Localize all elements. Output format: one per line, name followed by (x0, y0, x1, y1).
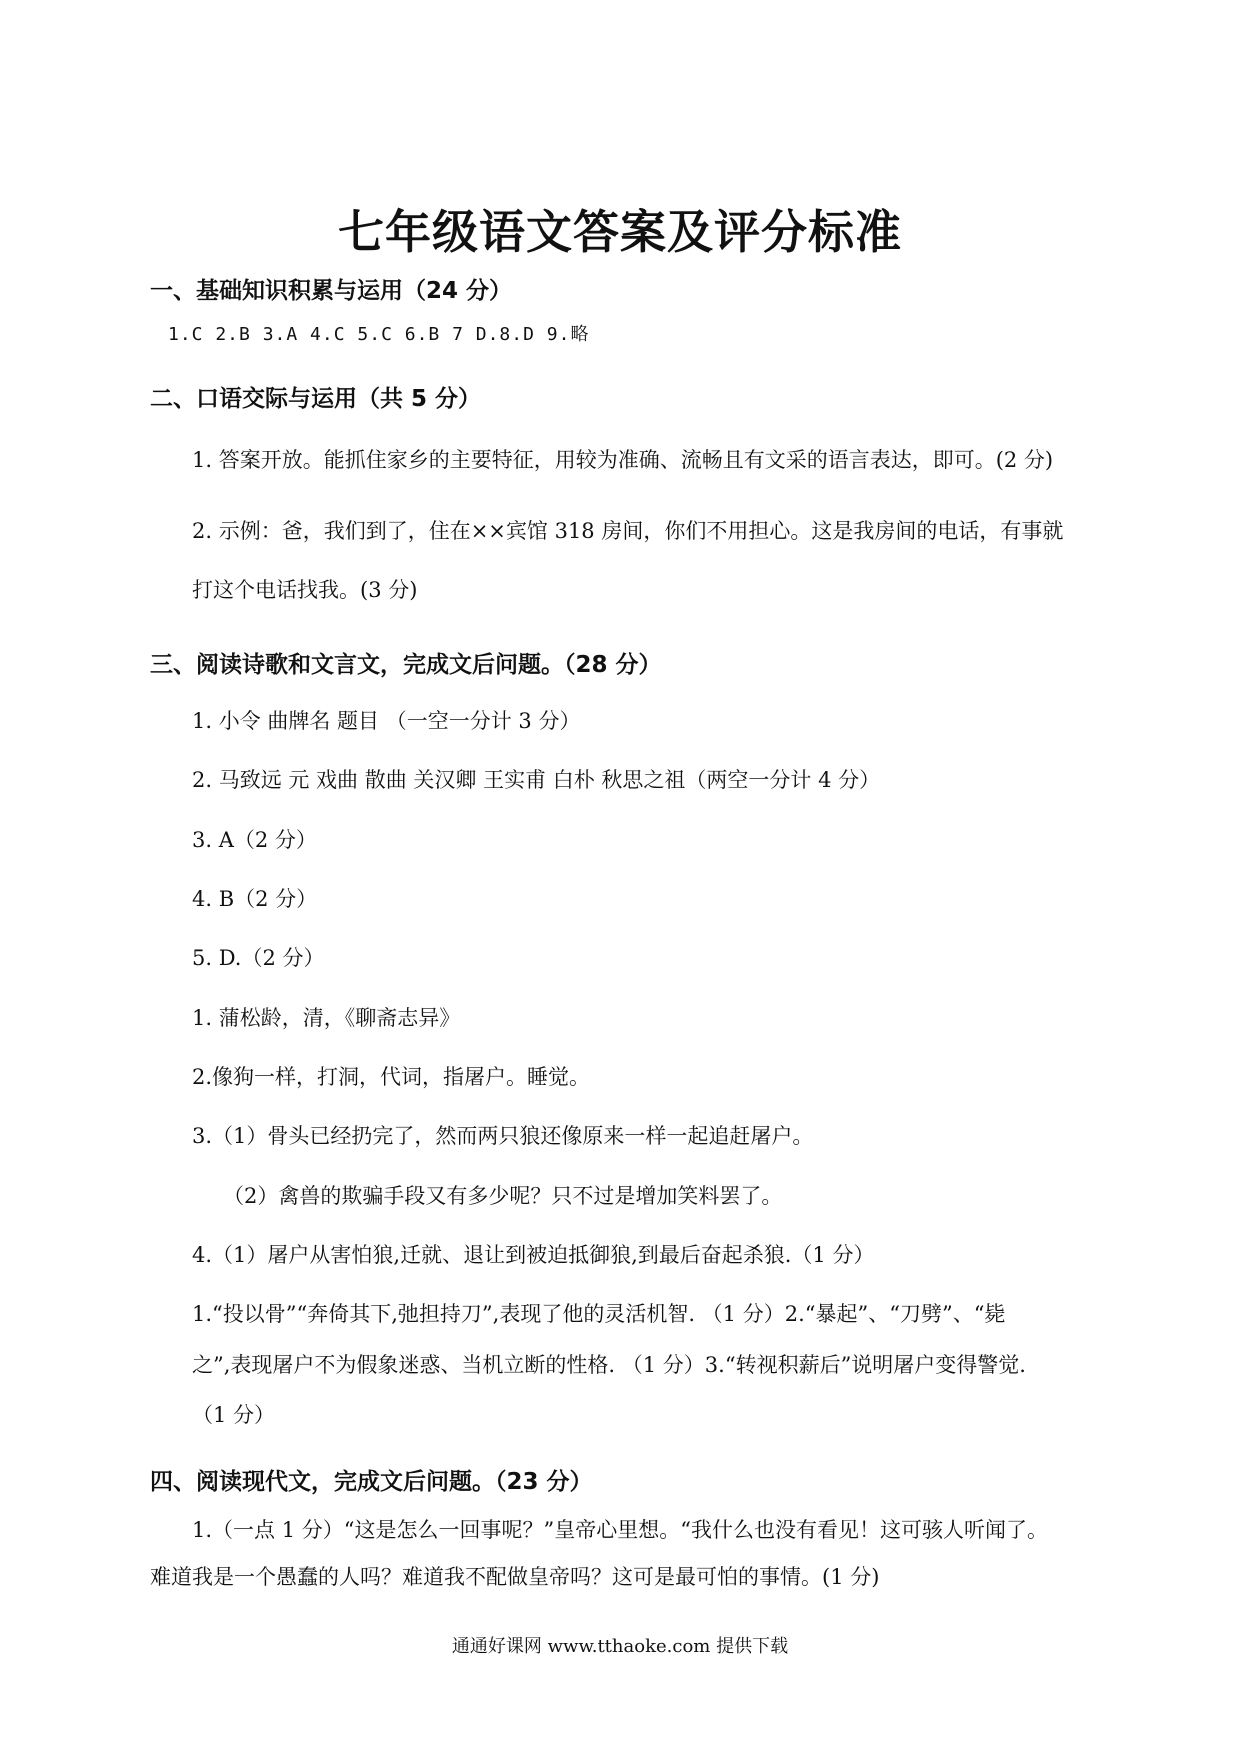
answer-line: 4.（1）屠户从害怕狼,迁就、退让到被迫抵御狼,到最后奋起杀狼.（1 分） (192, 1243, 875, 1267)
section-heading-4: 四、阅读现代文，完成文后问题。（23 分） (150, 1469, 593, 1495)
answer-line: 1.C 2.B 3.A 4.C 5.C 6.B 7 D.8.D 9.略 (168, 324, 590, 345)
answer-line: 1. 蒲松龄，清，《聊斋志异》 (192, 1006, 461, 1030)
answer-line: 3.（1）骨头已经扔完了，然而两只狼还像原来一样一起追赶屠户。 (192, 1124, 814, 1148)
page-footer: 通通好课网 www.tthaoke.com 提供下载 (451, 1636, 789, 1657)
answer-line: （1 分） (192, 1403, 276, 1427)
answer-line: 难道我是一个愚蠢的人吗？难道我不配做皇帝吗？这可是最可怕的事情。(1 分) (150, 1565, 880, 1589)
section-heading-2: 二、口语交际与运用（共 5 分） (150, 386, 482, 412)
answer-line: 1. 小令 曲牌名 题目 （一空一分计 3 分） (192, 709, 581, 733)
document-title: 七年级语文答案及评分标准 (338, 205, 902, 259)
answer-line: （2）禽兽的欺骗手段又有多少呢？只不过是增加笑料罢了。 (223, 1184, 783, 1208)
answer-line: 之”,表现屠户不为假象迷惑、当机立断的性格. （1 分）3.“转视积薪后”说明屠户变得警觉. (192, 1353, 1026, 1377)
section-heading-3: 三、阅读诗歌和文言文，完成文后问题。（28 分） (150, 652, 662, 678)
answer-line: 5. D.（2 分） (192, 946, 325, 970)
answer-line: 1. 答案开放。能抓住家乡的主要特征，用较为准确、流畅且有文采的语言表达，即可。(2 分) (192, 448, 1054, 472)
answer-line: 4. B（2 分） (192, 887, 318, 911)
answer-line: 1.（一点 1 分）“这是怎么一回事呢？”皇帝心里想。“我什么也没有看见！这可骇人听闻了。 (192, 1518, 1048, 1542)
section-heading-1: 一、基础知识积累与运用（24 分） (150, 278, 513, 304)
answer-line: 1.“投以骨”“奔倚其下,弛担持刀”,表现了他的灵活机智. （1 分）2.“暴起”、“刀劈”、“毙 (192, 1302, 1006, 1326)
answer-line: 3. A（2 分） (192, 828, 317, 852)
answer-line: 2. 示例：爸，我们到了，住在××宾馆 318 房间，你们不用担心。这是我房间的电话，有事就 (192, 519, 1064, 543)
answer-line: 2. 马致远 元 戏曲 散曲 关汉卿 王实甫 白朴 秋思之祖（两空一分计 4 分） (192, 768, 881, 792)
answer-line: 2.像狗一样，打洞，代词，指屠户。睡觉。 (192, 1065, 591, 1089)
answer-line: 打这个电话找我。(3 分) (192, 578, 418, 602)
